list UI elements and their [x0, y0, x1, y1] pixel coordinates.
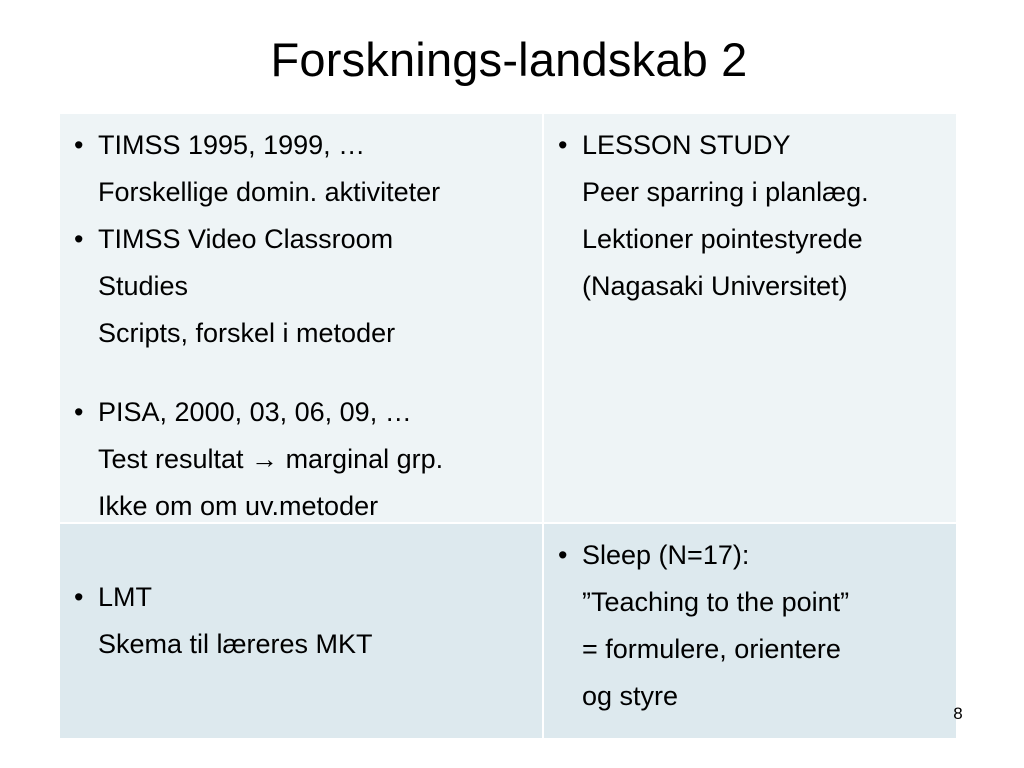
- content-table: [60, 114, 956, 738]
- bullet-icon: •: [74, 130, 84, 160]
- item-detail: Studies: [98, 271, 189, 301]
- table-cell-bottom-left: [60, 524, 544, 738]
- list-item-lmt: [74, 574, 542, 668]
- list-item-timss-video: [74, 216, 542, 357]
- page-number: 8: [953, 704, 963, 723]
- table-cell-bottom-right: [544, 524, 956, 738]
- item-detail: og styre: [582, 681, 679, 711]
- item-detail: Lektioner pointestyrede: [582, 224, 863, 254]
- bullet-icon: •: [74, 582, 84, 612]
- item-detail: Ikke om om uv.metoder: [98, 491, 379, 521]
- item-detail: Test resultat → marginal grp.: [98, 444, 444, 474]
- item-detail: ”Teaching to the point”: [582, 587, 850, 617]
- table-cell-top-left: [60, 114, 544, 524]
- item-detail: Scripts, forskel i metoder: [98, 318, 396, 348]
- list-item-timss: [74, 122, 542, 216]
- item-detail: (Nagasaki Universitet): [582, 271, 848, 301]
- item-detail: = formulere, orientere: [582, 634, 841, 664]
- table-cell-top-right: [544, 114, 956, 524]
- bullet-icon: •: [74, 397, 84, 427]
- list-item-lesson-study: [558, 122, 956, 310]
- item-detail: Peer sparring i planlæg.: [582, 177, 869, 207]
- list-item-sleep: [558, 532, 956, 720]
- item-heading: PISA, 2000, 03, 06, 09, …: [98, 397, 412, 427]
- list-item-pisa: [74, 389, 542, 530]
- item-heading: Sleep (N=17):: [582, 540, 750, 570]
- item-heading: TIMSS 1995, 1999, …: [98, 130, 366, 160]
- item-detail: Skema til læreres MKT: [98, 629, 373, 659]
- item-detail: Forskellige domin. aktiviteter: [98, 177, 441, 207]
- slide-title: Forsknings-landskab 2: [270, 33, 748, 86]
- bullet-icon: •: [558, 130, 568, 160]
- bullet-icon: •: [558, 540, 568, 570]
- item-heading: LESSON STUDY: [582, 130, 791, 160]
- item-heading: LMT: [98, 582, 152, 612]
- item-heading: TIMSS Video Classroom: [98, 224, 394, 254]
- bullet-icon: •: [74, 224, 84, 254]
